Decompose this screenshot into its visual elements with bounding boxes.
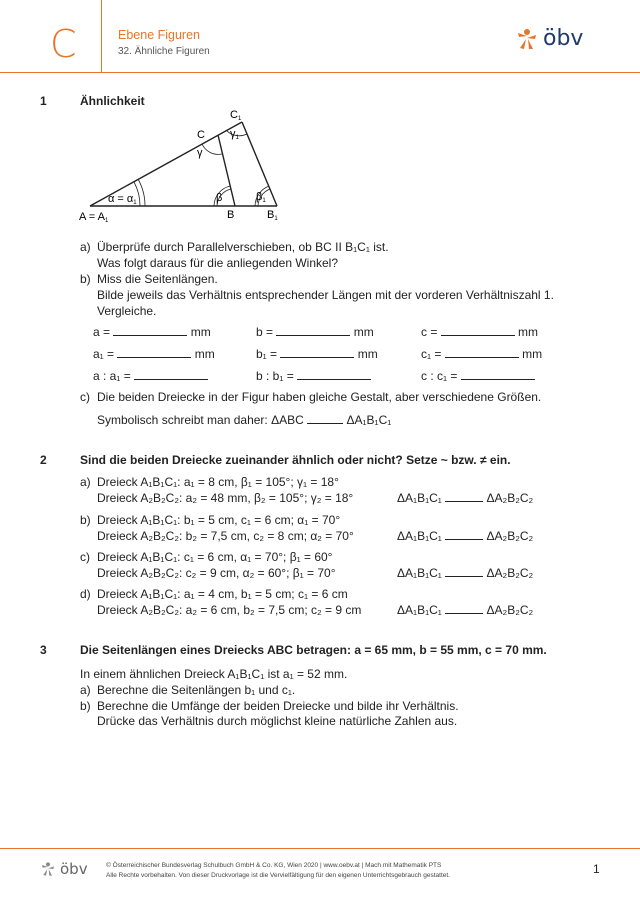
- answer-blank[interactable]: [307, 413, 343, 424]
- answer-blank[interactable]: [276, 325, 350, 336]
- answer-blank[interactable]: [117, 347, 191, 358]
- answer-blank[interactable]: [280, 347, 354, 358]
- answer-blank[interactable]: [445, 603, 483, 614]
- answer-blank[interactable]: [445, 347, 519, 358]
- ratio-row-c: c : c₁ =: [421, 369, 535, 383]
- label-gamma: γ: [197, 147, 203, 159]
- item-label: c): [80, 550, 90, 564]
- task-1b-line3: Vergleiche.: [97, 304, 157, 318]
- ratio-row-a: a : a₁ =: [93, 369, 208, 383]
- task-3b-label: b): [80, 699, 91, 713]
- footer-logo-text: öbv: [60, 860, 88, 878]
- item-label: a): [80, 475, 91, 489]
- item-line2: Dreieck A₂B₂C₂: c₂ = 9 cm, α₂ = 60°; β₁ = 70°: [97, 566, 336, 580]
- task-2-number: 2: [40, 453, 47, 467]
- answer-blank[interactable]: [441, 325, 515, 336]
- label-point-c1: C1: [230, 109, 242, 122]
- header-divider-horizontal: [0, 72, 640, 73]
- label-point-c: C: [197, 129, 205, 141]
- answer-blank[interactable]: [461, 369, 535, 380]
- answer-blank[interactable]: [297, 369, 371, 380]
- comparison-row: ΔA₁B₁C₁ ΔA₂B₂C₂: [397, 603, 534, 617]
- task-2-heading: Sind die beiden Dreiecke zueinander ähnlich oder nicht? Setze ~ bzw. ≠ ein.: [80, 453, 511, 467]
- page-number: 1: [593, 862, 600, 876]
- publisher-logo: [515, 26, 583, 51]
- footer-rights: Alle Rechte vorbehalten. Von dieser Druckvorlage ist die Vervielfältigung für den eigenen Unterrichtsgebrauch gestattet.: [106, 872, 450, 879]
- label-gamma1: γ1: [230, 128, 239, 141]
- item-line2: Dreieck A₂B₂C₂: a₂ = 6 cm, b₂ = 7,5 cm; c₂ = 9 cm: [97, 603, 362, 617]
- measure-row-a1: a₁ = mm: [93, 347, 215, 361]
- answer-blank[interactable]: [445, 491, 483, 502]
- item-label: b): [80, 513, 91, 527]
- task-3b-line2: Drücke das Verhältnis durch möglichst kleine natürliche Zahlen aus.: [97, 714, 458, 728]
- chapter-letter: C: [50, 22, 77, 66]
- task-1c-label: c): [80, 390, 90, 404]
- task-1-heading: Ähnlichkeit: [80, 94, 145, 108]
- label-point-a: A = A1: [79, 211, 109, 224]
- item-line1: Dreieck A₁B₁C₁: a₁ = 4 cm, b₁ = 5 cm; c₁ = 6 cm: [97, 587, 348, 601]
- logo-text: öbv: [543, 26, 584, 51]
- task-1a-line2: Was folgt daraus für die anliegenden Winkel?: [97, 256, 339, 270]
- footer-logo: [40, 860, 88, 878]
- measure-row-a: a = mm: [93, 325, 211, 339]
- answer-blank[interactable]: [445, 566, 483, 577]
- task-3a-text: Berechne die Seitenlängen b₁ und c₁.: [97, 683, 296, 697]
- ratio-row-b: b : b₁ =: [256, 369, 371, 383]
- gamma-arc: [202, 144, 222, 154]
- footer-copyright: © Österreichischer Bundesverlag Schulbuch GmbH & Co. KG, Wien 2020 | www.oebv.at | Mach mit Mathematik PTS: [106, 862, 442, 869]
- task-3-heading: Die Seitenlängen eines Dreiecks ABC betragen: a = 65 mm, b = 55 mm, c = 70 mm.: [80, 643, 547, 657]
- similar-triangles-figure: [70, 108, 300, 226]
- task-1c-line2: Symbolisch schreibt man daher: ΔABC ΔA₁B₁C₁: [97, 413, 392, 427]
- task-1c-line1: Die beiden Dreiecke in der Figur haben gleiche Gestalt, aber verschiedene Größen.: [97, 390, 542, 404]
- asterisk-icon: [515, 27, 539, 51]
- answer-blank[interactable]: [445, 529, 483, 540]
- answer-blank[interactable]: [134, 369, 208, 380]
- label-beta1: β1: [256, 191, 266, 204]
- comparison-row: ΔA₁B₁C₁ ΔA₂B₂C₂: [397, 491, 534, 505]
- label-alpha: α = α1: [108, 193, 137, 206]
- task-1b-line2: Bilde jeweils das Verhältnis entsprechender Längen mit der vorderen Verhältniszahl 1.: [97, 288, 554, 302]
- item-line2: Dreieck A₂B₂C₂: b₂ = 7,5 cm, c₂ = 8 cm; α₂ = 70°: [97, 529, 354, 543]
- footer-divider: [0, 848, 640, 849]
- measure-row-c1: c₁ = mm: [421, 347, 543, 361]
- chapter-title: Ebene Figuren: [118, 28, 201, 42]
- task-1a-line1: Überprüfe durch Parallelverschieben, ob BC II B₁C₁ ist.: [97, 240, 389, 254]
- task-3-number: 3: [40, 643, 47, 657]
- task-1a-label: a): [80, 240, 91, 254]
- item-line1: Dreieck A₁B₁C₁: c₁ = 6 cm, α₁ = 70°; β₁ = 60°: [97, 550, 333, 564]
- header-divider-vertical: [101, 0, 102, 72]
- answer-blank[interactable]: [113, 325, 187, 336]
- label-beta: β: [216, 192, 223, 204]
- task-3a-label: a): [80, 683, 91, 697]
- item-line1: Dreieck A₁B₁C₁: a₁ = 8 cm, β₁ = 105°; γ₁ = 18°: [97, 475, 339, 489]
- label-point-b1: B1: [267, 209, 278, 222]
- label-point-b: B: [227, 209, 235, 221]
- measure-row-b1: b₁ = mm: [256, 347, 378, 361]
- task-1-number: 1: [40, 94, 47, 108]
- comparison-row: ΔA₁B₁C₁ ΔA₂B₂C₂: [397, 529, 534, 543]
- asterisk-icon: [40, 861, 56, 877]
- item-label: d): [80, 587, 91, 601]
- task-1b-label: b): [80, 272, 91, 286]
- item-line2: Dreieck A₂B₂C₂: a₂ = 48 mm, β₂ = 105°; γ₂ = 18°: [97, 491, 354, 505]
- task-1b-line1: Miss die Seitenlängen.: [97, 272, 218, 286]
- section-title: 32. Ähnliche Figuren: [118, 46, 210, 57]
- comparison-row: ΔA₁B₁C₁ ΔA₂B₂C₂: [397, 566, 534, 580]
- item-line1: Dreieck A₁B₁C₁: b₁ = 5 cm, c₁ = 6 cm; α₁ = 70°: [97, 513, 341, 527]
- measure-row-c: c = mm: [421, 325, 539, 339]
- task-3b-line1: Berechne die Umfänge der beiden Dreiecke und bilde ihr Verhältnis.: [97, 699, 459, 713]
- measure-row-b: b = mm: [256, 325, 374, 339]
- task-3-intro: In einem ähnlichen Dreieck A₁B₁C₁ ist a₁ = 52 mm.: [80, 667, 348, 681]
